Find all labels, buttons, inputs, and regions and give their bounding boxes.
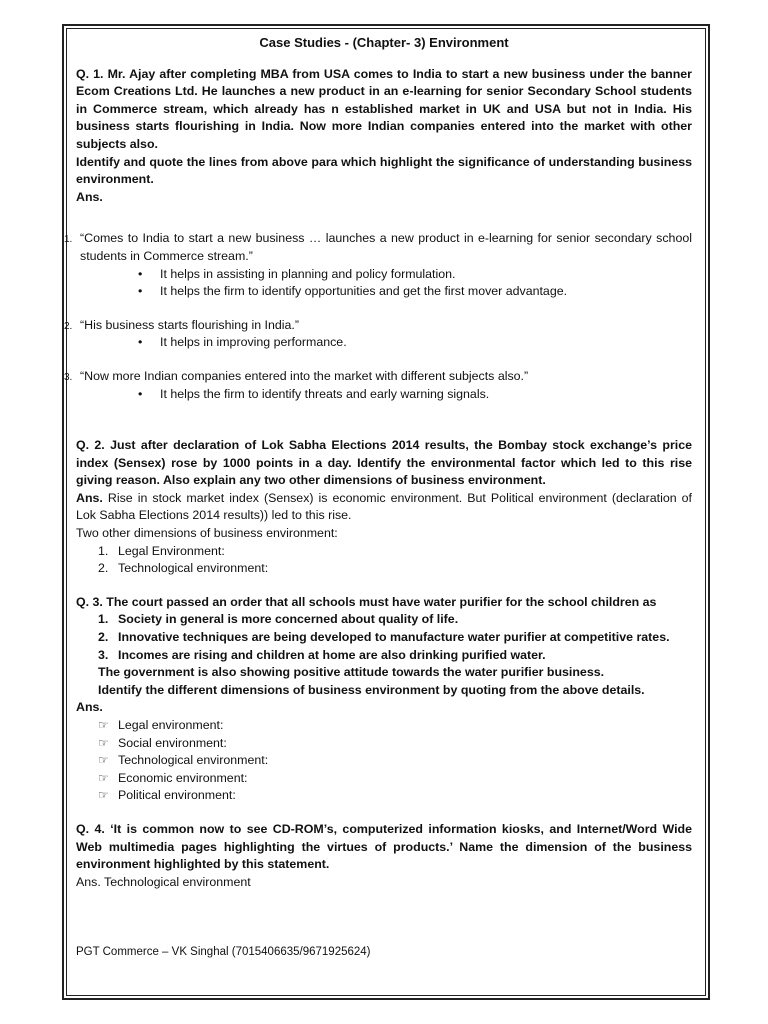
list-item: 1. Legal Environment: (98, 543, 225, 558)
q1-answer-2-points (76, 334, 692, 352)
document-title: Case Studies - (Chapter- 3) Environment (259, 35, 509, 50)
q1-answer-1-number: 1. (64, 234, 73, 246)
q2-dims-list (76, 543, 692, 578)
list-item: • It helps in improving performance. (136, 334, 692, 352)
pointing-hand-icon: ☞ (98, 735, 109, 750)
q2-answer-text: Rise in stock market index (Sensex) is economic environment. But Political environment (declaration of Lok Sabha Elections 2014 results)) led to this rise. (76, 490, 692, 523)
bullet-icon: • (138, 335, 143, 350)
q2-text: Q. 2. Just after declaration of Lok Sabha Elections 2014 results, the Bombay stock exchange’s price index (Sensex) rose by 1000 points in a day. Identify the environmental factor which led to this rise giving reason. Also explain any two other dimensions of business environment. (76, 438, 692, 488)
list-item: • It helps the firm to identify opportunities and get the first mover advantage. (136, 283, 692, 301)
q1-ans-label: Ans. (76, 189, 103, 204)
q2-dims-intro: Two other dimensions of business environment: (76, 526, 338, 541)
q3-text: Q. 3. The court passed an order that all schools must have water purifier for the school children as (76, 594, 657, 609)
list-item: ☞ Technological environment: (98, 752, 692, 770)
q1-answer-1-quote: “Comes to India to start a new business … launches a new product in e-learning for senior secondary school students in Commerce stream.” (80, 231, 692, 263)
list-item: 2. Technological environment: (98, 561, 269, 576)
q2-ans-label: Ans. (76, 490, 103, 505)
q1-instruction: Identify and quote the lines from above para which highlight the significance of understanding business environment. (76, 154, 692, 187)
q4-answer: Ans. Technological environment (76, 874, 251, 889)
question-4 (76, 821, 692, 891)
pointing-hand-icon: ☞ (98, 753, 109, 768)
q1-answer-2-number: 2. (64, 320, 73, 332)
list-item: 1. Society in general is more concerned about quality of life. (98, 612, 459, 627)
question-2 (76, 437, 692, 578)
q1-answer-1-points (76, 266, 692, 301)
q3-extra: The government is also showing positive attitude towards the water purifier business. (98, 665, 605, 680)
q3-answers (76, 717, 692, 805)
q1-answer-2 (66, 317, 692, 335)
q2-answer (76, 490, 692, 525)
q3-items (76, 611, 692, 664)
q3-instruction: Identify the different dimensions of business environment by quoting from the above details. (98, 682, 645, 697)
q1-answer-3 (66, 368, 692, 386)
q3-ans-label: Ans. (76, 700, 103, 715)
q1-answer-1 (66, 230, 692, 265)
list-item: 2. Innovative techniques are being developed to manufacture water purifier at competitive rates. (98, 630, 670, 645)
pointing-hand-icon: ☞ (98, 718, 109, 732)
bullet-icon: • (138, 266, 143, 281)
list-item: ☞ Social environment: (98, 735, 692, 753)
list-item: 3. Incomes are rising and children at home are also drinking purified water. (98, 647, 546, 662)
bullet-icon: • (138, 284, 143, 299)
q1-answer-3-number: 3. (64, 371, 73, 383)
list-item: ☞ Economic environment: (98, 770, 692, 788)
list-item: ☞ Legal environment: (98, 717, 692, 735)
q1-text: Q. 1. Mr. Ajay after completing MBA from USA comes to India to start a new business under the banner Ecom Creations Ltd. He launches a new product in an e-learning for senior Secondary School students in Commerce stream, which already has n established market in UK and USA but not in India. His business starts flourishing in India. Now more Indian companies entered into the market with other subjects also. (76, 66, 692, 151)
pointing-hand-icon: ☞ (98, 770, 109, 785)
pointing-hand-icon: ☞ (98, 788, 109, 803)
list-item: ☞ Political environment: (98, 787, 692, 805)
list-item: • It helps in assisting in planning and policy formulation. (136, 266, 692, 284)
question-1 (76, 66, 692, 207)
document-content (64, 34, 692, 891)
q4-text: Q. 4. ‘It is common now to see CD-ROM’s, computerized information kiosks, and Internet/Word Wide Web multimedia pages highlighting the virtues of products.’ Name the dimension of the business environment highlighted by this statement. (76, 821, 692, 872)
question-3 (76, 594, 692, 805)
bullet-icon: • (138, 386, 143, 401)
q1-answer-2-quote: “His business starts flourishing in India.” (80, 317, 299, 332)
q1-answer-3-quote: “Now more Indian companies entered into the market with different subjects also.” (80, 368, 529, 383)
q1-answer-3-points (76, 386, 692, 404)
list-item: • It helps the firm to identify threats and early warning signals. (136, 386, 692, 404)
page-footer: PGT Commerce – VK Singhal (7015406635/9671925624) (76, 946, 371, 958)
